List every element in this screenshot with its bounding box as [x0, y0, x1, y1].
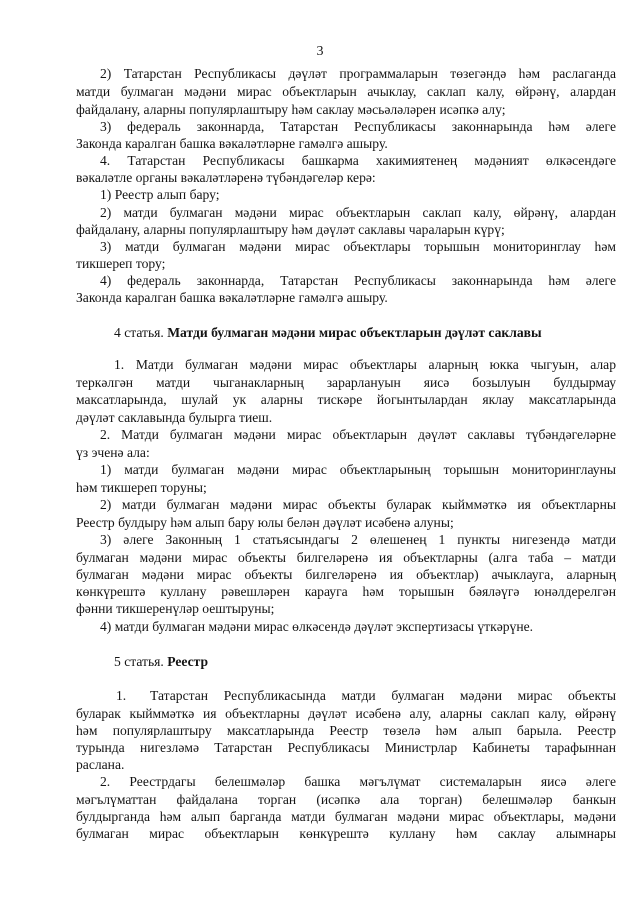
text-line: һәм популярлаштыру максатларында Реестр төзелә һәм алып барыла. Реестр [76, 723, 616, 738]
text-line: матди булмаган мәдәни мирас объектларын ачыклау, саклап калу, өйрәнү, алардан [76, 84, 616, 99]
text-line: теркәлгән матди чыганакларның зарарлануын яисә бозылуын булдырмау [76, 375, 616, 390]
text-line: мәгълүматтан файдалана торган (исәпкә ала торган) белешмәләр банкын [76, 792, 616, 807]
text-line: 2) матди булмаган мәдәни мирас объекты буларак кыйммәткә ия объектларны [100, 497, 616, 512]
text-line: Законда каралган башка вәкаләтләрне гамәлгә ашыру. [76, 290, 388, 305]
text-line: булдырганда һәм алып барганда матди булмаган мәдәни мирас объектлары, мәдәни [76, 809, 616, 824]
text-line: 2. Реестрдагы белешмәләр башка мәгълүмат системаларын яисә әлеге [100, 774, 616, 789]
text-line: 3) федераль законнарда, Татарстан Республикасы законнарында һәм әлеге [100, 119, 616, 134]
text-line: Реестр булдыру һәм алып бару юлы белән дәүләт исәбенә алуны; [76, 515, 454, 530]
text-line: Законда каралган башка вәкаләтләрне гамәлгә ашыру. [76, 136, 388, 151]
article-4-title: Матди булмаган мәдәни мирас объектларын дәүләт саклавы [167, 325, 542, 340]
text-line: 1) матди булмаган мәдәни мирас объектларының торышын мониторинглауны [100, 462, 616, 477]
text-line: 1. Матди булмаган мәдәни мирас объектлары аларның юкка чыгуын, алар [114, 357, 616, 372]
text-line: 4. Татарстан Республикасы башкарма хакимиятенең мәдәният өлкәсендәге [100, 153, 616, 168]
text-line: 2. Матди булмаган мәдәни мирас объектларын дәүләт саклавы түбәндәгеләрне [100, 427, 616, 442]
text-line: 3) әлеге Законның 1 статьясындагы 2 өлешенең 1 пункты нигезендә матди [100, 532, 616, 547]
text-line: булмаган мирас объектларын көнкүрештә куллану һәм саклау алымнары [76, 826, 616, 841]
text-line: һәм тикшереп торуны; [76, 480, 207, 495]
text-line: тикшереп тору; [76, 256, 166, 271]
text-line: булмаган мәдәни мирас объекты билгеләренә ия объектларны (алга таба – матди [76, 550, 616, 565]
text-line: буларак кыйммәткә ия объектларны дәүләт исәбенә алу, аларны саклап калу, өйрәнү [76, 706, 616, 721]
text-line: файдалану, аларны популярлаштыру һәм дәүләт саклавы чараларын күрү; [76, 222, 505, 237]
text-line: булмаган мәдәни мирас объекты билгеләренә ия объектлар) ачыклауга, аларның [76, 567, 616, 582]
text-line: файдалану, аларны популярлаштыру һәм саклау мәсьәләләрен исәпкә алу; [76, 102, 506, 117]
text-line: максатларында, шулай ук аларны тискәре йогынтылардан яклау максатларында [76, 392, 616, 407]
text-line: 4) матди булмаган мәдәни мирас өлкәсендә дәүләт экспертизасы үткәрүне. [100, 619, 534, 634]
text-line: 1) Реестр алып бару; [100, 187, 220, 202]
page-number: 3 [316, 44, 324, 59]
text-line: дәүләт саклавында булырга тиеш. [76, 410, 273, 425]
text-line: 3) матди булмаган мәдәни мирас объектлары торышын мониторинглау һәм [100, 239, 616, 254]
article-5-title: Реестр [167, 654, 209, 669]
text-line: 2) матди булмаган мәдәни мирас объектларын саклап калу, өйрәнү, алардан [100, 205, 616, 220]
article-5-label: 5 статья. [114, 654, 164, 669]
text-line: 2) Татарстан Республикасы дәүләт программаларын төзегәндә һәм раслаганда [100, 66, 616, 81]
text-line: раслана. [76, 757, 125, 772]
text-line: вәкаләтле органы вәкаләтләренә түбәндәгеләр керә: [76, 170, 376, 185]
text-line: фәнни тикшеренүләр оештыруны; [76, 601, 275, 616]
article-4-heading [114, 325, 542, 341]
text-line: көнкүрештә куллану рәвешләрен карауга һәм торышын бәяләүгә юнәлдерелгән [76, 584, 616, 599]
text-line: 4) федераль законнарда, Татарстан Республикасы законнарында һәм әлеге [100, 273, 616, 288]
list-number: 1. [116, 688, 127, 703]
text-line: турында нигезләмә Татарстан Республикасы Министрлар Кабинеты тарафыннан [76, 740, 616, 755]
text-line: Татарстан Республикасында матди булмаган мәдәни мирас объекты [150, 688, 616, 703]
article-4-label: 4 статья. [114, 325, 164, 340]
article-5-heading [114, 654, 208, 670]
text-line: үз эченә ала: [76, 445, 150, 460]
